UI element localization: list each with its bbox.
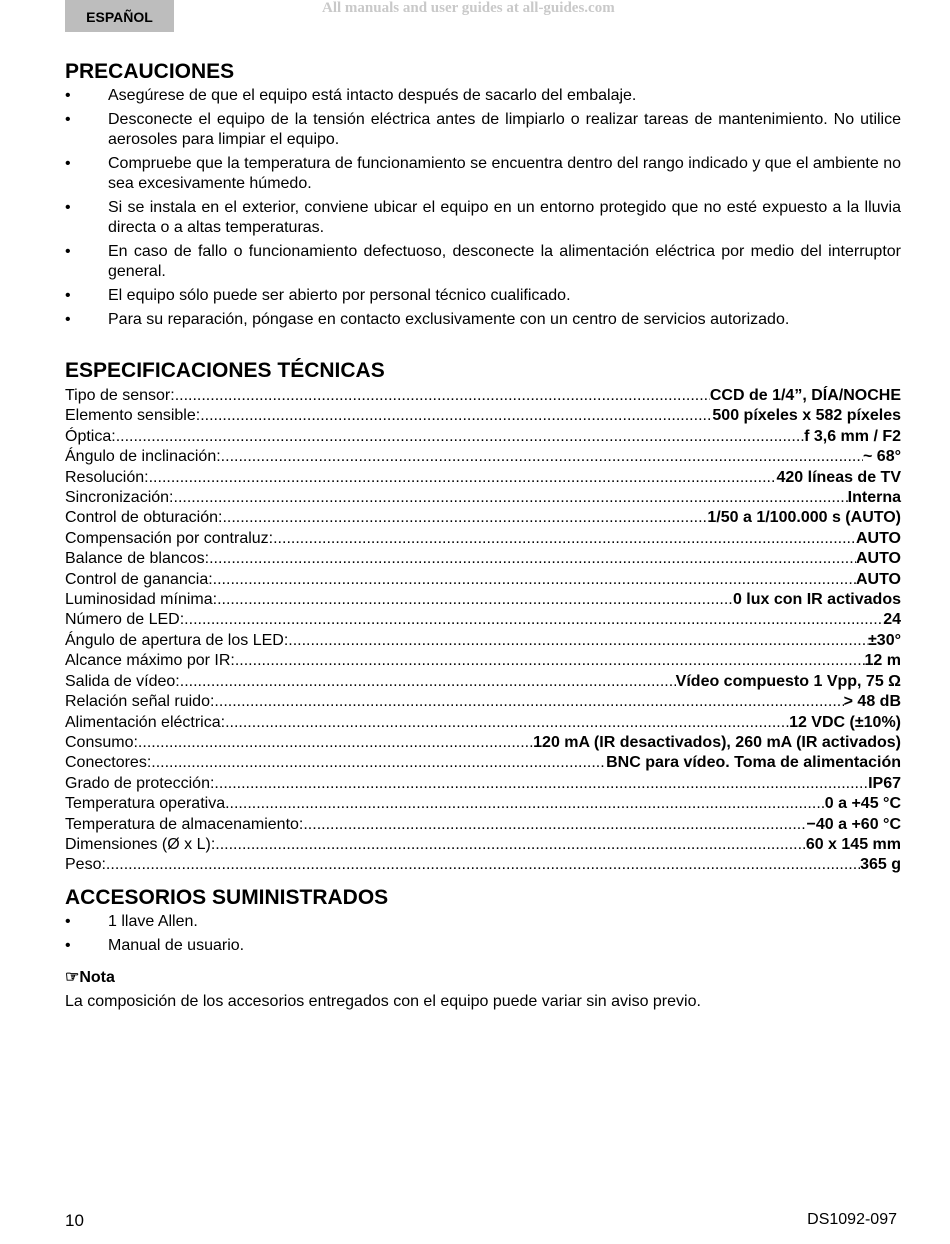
spec-value: 60 x 145 mm — [805, 835, 901, 853]
spec-value: f 3,6 mm / F2 — [804, 427, 901, 445]
note-text: La composición de los accesorios entregados con el equipo puede variar sin aviso previo. — [65, 992, 701, 1010]
spec-row — [65, 753, 901, 773]
spec-value: 12 m — [864, 652, 901, 670]
specifications-table — [65, 386, 901, 876]
list-item — [65, 286, 901, 306]
accessories-title: ACCESORIOS SUMINISTRADOS — [65, 885, 389, 909]
dot-leader — [215, 835, 806, 855]
dot-leader — [151, 753, 606, 773]
spec-label: Elemento sensible: — [65, 407, 201, 425]
spec-label: Relación señal ruido: — [65, 693, 215, 711]
document-code: DS1092-097 — [807, 1211, 897, 1228]
list-item — [65, 936, 901, 956]
list-item-text: Para su reparación, póngase en contacto exclusivamente con un centro de servicios autorizado. — [108, 311, 790, 328]
spec-row — [65, 651, 901, 671]
bullet-icon: • — [65, 287, 71, 304]
pointing-hand-icon: ☞ — [65, 968, 80, 986]
spec-row — [65, 610, 901, 630]
spec-row — [65, 733, 901, 753]
note-heading-text: Nota — [79, 968, 115, 986]
spec-value: 120 mA (IR desactivados), 260 mA (IR activados) — [533, 733, 901, 751]
spec-row — [65, 488, 901, 508]
spec-row — [65, 427, 901, 447]
spec-label: Conectores: — [65, 754, 152, 772]
spec-label: Consumo: — [65, 733, 138, 751]
list-item — [65, 310, 901, 330]
dot-leader — [225, 713, 789, 733]
dot-leader — [221, 447, 863, 467]
dot-leader — [106, 855, 860, 875]
spec-value: 1/50 a 1/100.000 s (AUTO) — [707, 509, 901, 527]
spec-row — [65, 835, 901, 855]
bullet-icon: • — [65, 936, 71, 954]
spec-label: Temperatura operativa — [65, 795, 226, 813]
spec-row — [65, 406, 901, 426]
list-item — [65, 110, 901, 150]
dot-leader — [288, 631, 868, 651]
precautions-list — [65, 86, 901, 330]
spec-label: Resolución: — [65, 468, 149, 486]
bullet-icon: • — [65, 311, 71, 328]
list-item-text: Asegúrese de que el equipo está intacto después de sacarlo del embalaje. — [108, 87, 637, 104]
spec-label: Óptica: — [65, 427, 116, 445]
spec-row — [65, 508, 901, 528]
spec-value: 0 a +45 °C — [824, 795, 901, 813]
spec-value: 365 g — [860, 856, 901, 874]
dot-leader — [273, 529, 856, 549]
page-content — [65, 58, 901, 1012]
list-item-text: Manual de usuario. — [108, 936, 245, 954]
spec-label: Peso: — [65, 856, 106, 874]
spec-value: 500 píxeles x 582 píxeles — [712, 407, 901, 425]
dot-leader — [138, 733, 533, 753]
dot-leader — [222, 508, 707, 528]
dot-leader — [116, 427, 804, 447]
list-item — [65, 154, 901, 194]
spec-label: Número de LED: — [65, 611, 185, 629]
spec-value: > 48 dB — [843, 693, 901, 711]
spec-value: AUTO — [855, 550, 901, 568]
spec-label: Sincronización: — [65, 489, 174, 507]
dot-leader — [217, 590, 733, 610]
spec-value: ~ 68° — [863, 448, 901, 466]
spec-label: Balance de blancos: — [65, 550, 210, 568]
list-item-text: Desconecte el equipo de la tensión eléctrica antes de limpiarlo o realizar tareas de mantenimiento. No utilice aerosoles para limpiar el equipo. — [108, 111, 901, 148]
spec-value: ±30° — [868, 631, 901, 649]
spec-label: Salida de vídeo: — [65, 672, 180, 690]
spec-label: Ángulo de inclinación: — [65, 448, 221, 466]
spec-value: IP67 — [868, 774, 901, 792]
spec-row — [65, 386, 901, 406]
bullet-icon: • — [65, 111, 71, 128]
spec-row — [65, 855, 901, 875]
spec-row — [65, 468, 901, 488]
spec-row — [65, 447, 901, 467]
spec-value: 12 VDC (±10%) — [789, 713, 901, 731]
specifications-title: ESPECIFICACIONES TÉCNICAS — [65, 359, 385, 382]
page-number: 10 — [65, 1211, 84, 1230]
list-item — [65, 242, 901, 282]
dot-leader — [175, 386, 710, 406]
list-item-text: Compruebe que la temperatura de funcionamiento se encuentra dentro del rango indicado y que el ambiente no sea excesivamente húmedo. — [108, 155, 901, 192]
spec-row — [65, 549, 901, 569]
note-heading — [65, 967, 901, 989]
dot-leader — [214, 774, 868, 794]
spec-value: 420 líneas de TV — [776, 468, 901, 486]
bullet-icon: • — [65, 199, 71, 216]
spec-row — [65, 713, 901, 733]
dot-leader — [209, 549, 856, 569]
dot-leader — [303, 815, 806, 835]
spec-value: Interna — [847, 489, 901, 507]
dot-leader — [213, 570, 856, 590]
spec-label: Temperatura de almacenamiento: — [65, 815, 304, 833]
spec-label: Control de obturación: — [65, 509, 223, 527]
bullet-icon: • — [65, 155, 71, 172]
spec-row — [65, 774, 901, 794]
dot-leader — [184, 610, 883, 630]
spec-row — [65, 692, 901, 712]
spec-value: CCD de 1/4”, DÍA/NOCHE — [709, 387, 901, 404]
list-item — [65, 86, 901, 106]
dot-leader — [180, 672, 676, 692]
list-item — [65, 912, 901, 932]
dot-leader — [149, 468, 777, 488]
spec-row — [65, 672, 901, 692]
bullet-icon: • — [65, 87, 71, 104]
spec-label: Alcance máximo por IR: — [65, 652, 235, 670]
spec-value: Vídeo compuesto 1 Vpp, 75 Ω — [675, 672, 901, 690]
dot-leader — [200, 406, 712, 426]
spec-value: AUTO — [855, 570, 901, 588]
list-item — [65, 198, 901, 238]
spec-label: Ángulo de apertura de los LED: — [65, 631, 289, 649]
dot-leader — [174, 488, 848, 508]
spec-value: 0 lux con IR activados — [732, 591, 901, 609]
spec-value: 24 — [883, 611, 901, 629]
spec-value: AUTO — [855, 529, 901, 547]
spec-value: −40 a +60 °C — [806, 815, 901, 833]
bullet-icon: • — [65, 243, 71, 260]
spec-label: Compensación por contraluz: — [65, 529, 274, 547]
spec-row — [65, 570, 901, 590]
spec-label: Control de ganancia: — [65, 570, 213, 588]
spec-row — [65, 815, 901, 835]
spec-row — [65, 590, 901, 610]
spec-row — [65, 529, 901, 549]
spec-label: Tipo de sensor: — [65, 387, 175, 404]
spec-row — [65, 794, 901, 814]
spec-label: Alimentación eléctrica: — [65, 713, 226, 731]
dot-leader — [214, 692, 843, 712]
spec-label: Dimensiones (Ø x L): — [65, 835, 216, 853]
watermark: All manuals and user guides at all-guides.com — [322, 0, 615, 16]
language-tab: ESPAÑOL — [65, 0, 174, 32]
list-item-text: 1 llave Allen. — [108, 912, 198, 930]
list-item-text: Si se instala en el exterior, conviene ubicar el equipo en un entorno protegido que no esté expuesto a la lluvia directa o a altas temperaturas. — [108, 199, 901, 236]
dot-leader — [225, 794, 825, 814]
spec-value: BNC para vídeo. Toma de alimentación — [606, 754, 901, 772]
spec-label: Grado de protección: — [65, 774, 215, 792]
list-item-text: En caso de fallo o funcionamiento defectuoso, desconecte la alimentación eléctrica por medio del interruptor general. — [108, 243, 901, 280]
spec-label: Luminosidad mínima: — [65, 591, 218, 609]
accessories-list — [65, 912, 901, 956]
precautions-title: PRECAUCIONES — [65, 60, 235, 83]
bullet-icon: • — [65, 912, 71, 930]
list-item-text: El equipo sólo puede ser abierto por personal técnico cualificado. — [108, 287, 571, 304]
spec-row — [65, 631, 901, 651]
dot-leader — [235, 651, 865, 671]
